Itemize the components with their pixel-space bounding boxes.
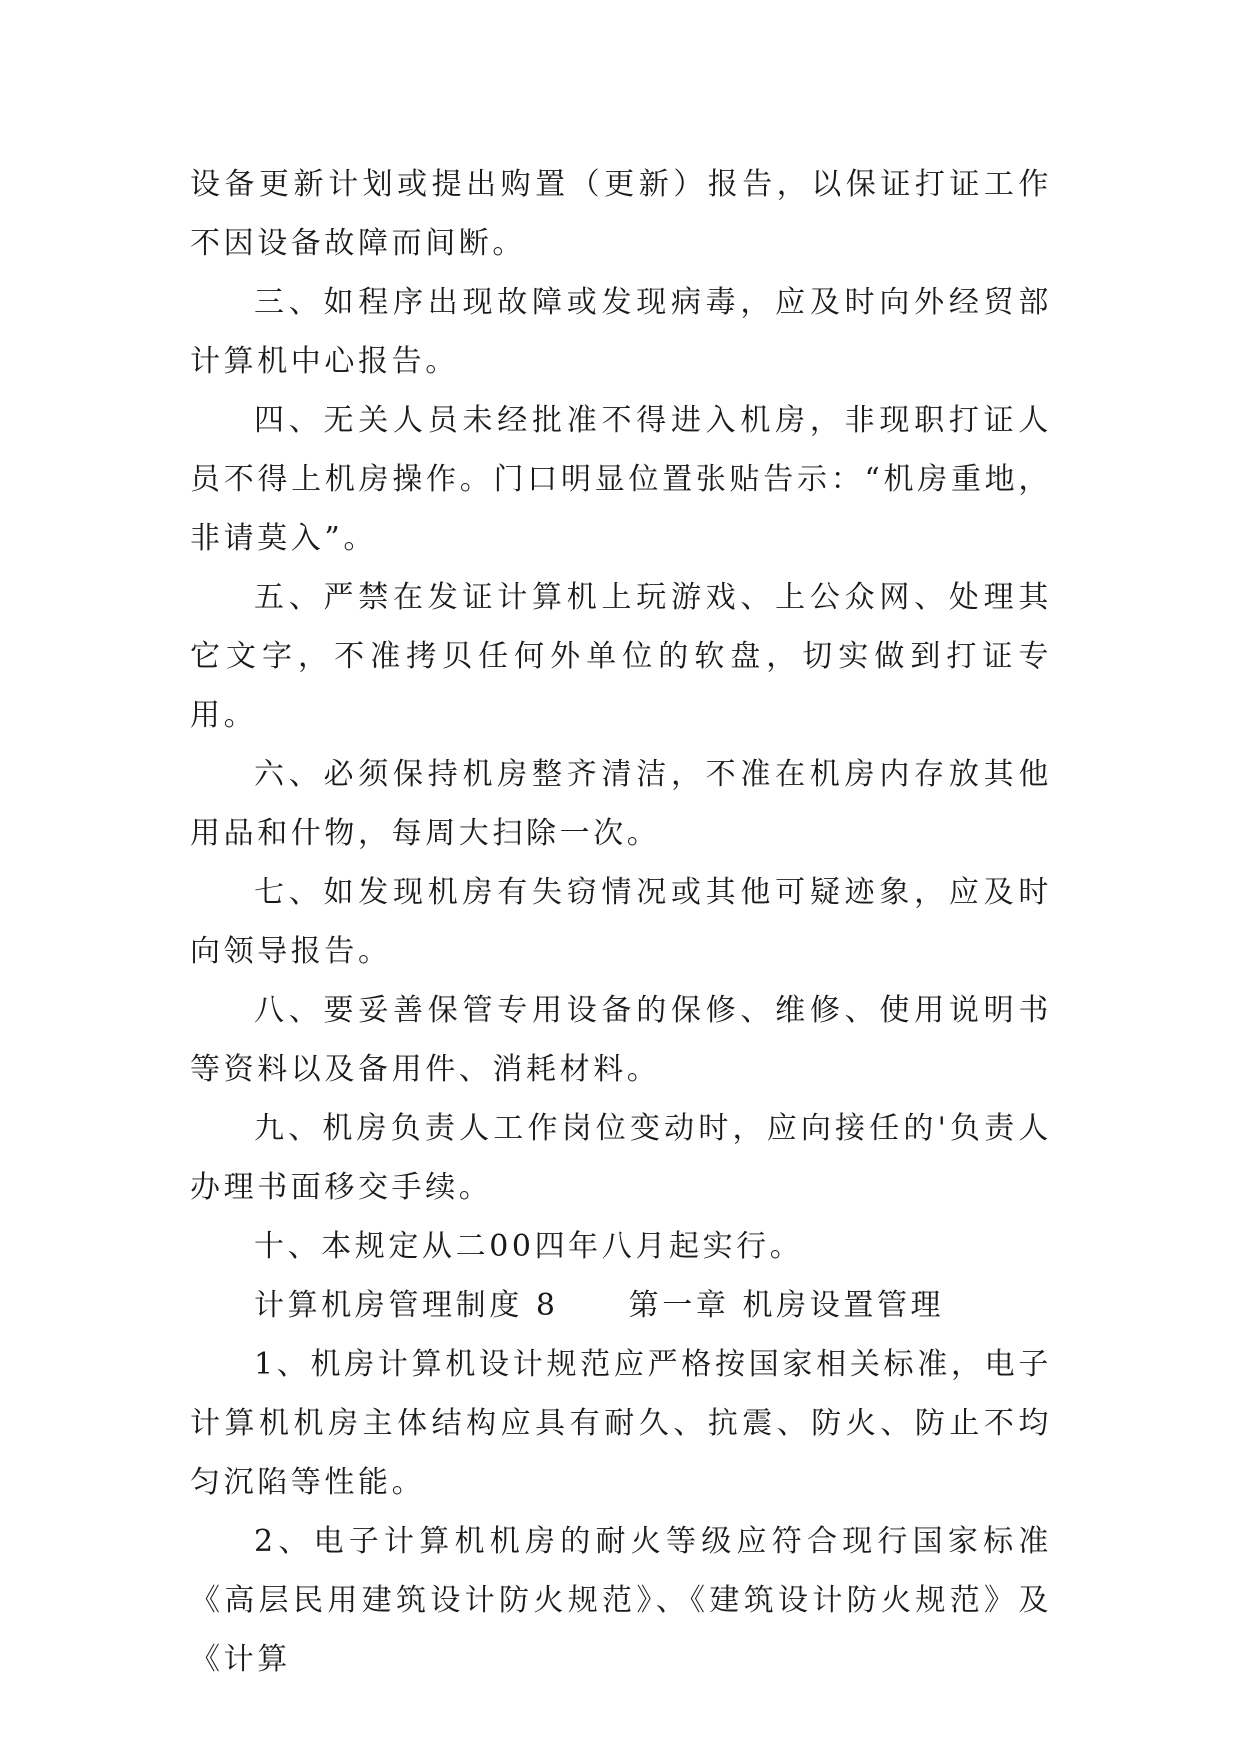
- paragraph: 三、如程序出现故障或发现病毒，应及时向外经贸部计算机中心报告。: [190, 285, 1052, 379]
- paragraph: 四、无关人员未经批准不得进入机房，非现职打证人员不得上机房操作。门口明显位置张贴告示：“机房重地，非请莫入”。: [190, 403, 1052, 556]
- paragraph: 九、机房负责人工作岗位变动时，应向接任的'负责人办理书面移交手续。: [190, 1111, 1052, 1205]
- paragraph: 五、严禁在发证计算机上玩游戏、上公众网、处理其它文字，不准拷贝任何外单位的软盘，切实做到打证专用。: [190, 580, 1052, 733]
- paragraph: 设备更新计划或提出购置（更新）报告，以保证打证工作不因设备故障而间断。: [190, 167, 1052, 261]
- paragraph: 十、本规定从二00四年八月起实行。: [254, 1229, 804, 1264]
- document-body: [190, 155, 1052, 1689]
- paragraph: 七、如发现机房有失窃情况或其他可疑迹象，应及时向领导报告。: [190, 875, 1052, 969]
- document-title: 计算机房管理制度 8: [254, 1288, 559, 1323]
- paragraph: 2、电子计算机机房的耐火等级应符合现行国家标准《高层民用建筑设计防火规范》、《建筑设计防火规范》及《计算: [190, 1524, 1052, 1677]
- chapter-title: 第一章 机房设置管理: [628, 1288, 945, 1323]
- section-heading: [190, 1276, 1052, 1335]
- paragraph: 八、要妥善保管专用设备的保修、维修、使用说明书等资料以及备用件、消耗材料。: [190, 993, 1052, 1087]
- paragraph: 1、机房计算机设计规范应严格按国家相关标准，电子计算机机房主体结构应具有耐久、抗震、防火、防止不均匀沉陷等性能。: [190, 1347, 1052, 1500]
- paragraph: 六、必须保持机房整齐清洁，不准在机房内存放其他用品和什物，每周大扫除一次。: [190, 757, 1052, 851]
